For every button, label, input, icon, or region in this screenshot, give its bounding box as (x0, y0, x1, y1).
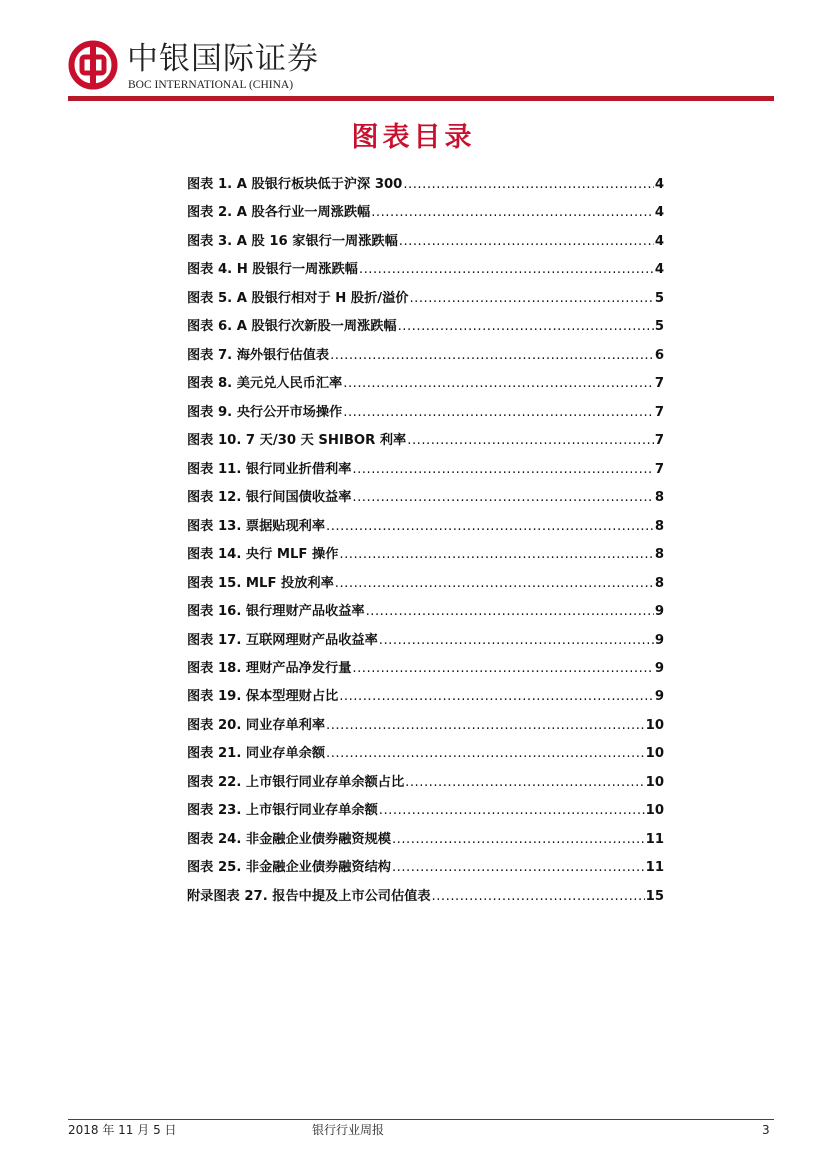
toc-entry[interactable] (187, 883, 664, 911)
toc-entry-page[interactable]: 8 (654, 575, 664, 591)
toc-entry-label[interactable]: 图表 9. 央行公开市场操作 (187, 404, 343, 420)
toc-entry-page[interactable]: 8 (654, 547, 664, 563)
toc-entry-page[interactable]: 4 (654, 233, 664, 249)
toc-dot-leader (326, 740, 645, 768)
toc-entry-label[interactable]: 图表 23. 上市银行同业存单余额 (187, 803, 378, 819)
toc-entry-label[interactable]: 图表 4. H 股银行一周涨跌幅 (187, 262, 358, 278)
footer-divider (68, 1119, 774, 1120)
toc-entry[interactable] (187, 256, 664, 284)
toc-entry-label[interactable]: 图表 14. 央行 MLF 操作 (187, 547, 339, 563)
boc-logo-icon (68, 40, 118, 90)
toc-dot-leader (339, 683, 654, 711)
toc-entry-page[interactable]: 7 (654, 461, 664, 477)
toc-dot-leader (352, 456, 653, 484)
toc-dot-leader (326, 712, 645, 740)
toc-entry[interactable] (187, 826, 664, 854)
toc-entry-page[interactable]: 9 (654, 632, 664, 648)
toc-entry[interactable] (187, 769, 664, 797)
toc-entry-page[interactable]: 4 (654, 262, 664, 278)
toc-dot-leader (392, 854, 645, 882)
toc-entry-label[interactable]: 图表 5. A 股银行相对于 H 股折/溢价 (187, 290, 409, 306)
toc-entry-label[interactable]: 图表 12. 银行间国债收益率 (187, 490, 352, 506)
toc-dot-leader (398, 313, 654, 341)
toc-dot-leader (432, 883, 645, 911)
toc-entry[interactable] (187, 285, 664, 313)
toc-dot-leader (366, 598, 654, 626)
toc-entry[interactable] (187, 513, 664, 541)
header-divider (68, 96, 774, 101)
toc-entry-label[interactable]: 图表 10. 7 天/30 天 SHIBOR 利率 (187, 433, 407, 449)
toc-dot-leader (326, 513, 654, 541)
toc-dot-leader (343, 370, 654, 398)
toc-dot-leader (352, 655, 653, 683)
toc-entry-page[interactable]: 9 (654, 660, 664, 676)
toc-entry[interactable] (187, 370, 664, 398)
toc-entry-page[interactable]: 7 (654, 376, 664, 392)
toc-entry-label[interactable]: 图表 17. 互联网理财产品收益率 (187, 632, 378, 648)
toc-dot-leader (359, 256, 654, 284)
toc-dot-leader (405, 769, 644, 797)
toc-entry-label[interactable]: 图表 24. 非金融企业债券融资规模 (187, 831, 391, 847)
toc-entry-label[interactable]: 图表 2. A 股各行业一周涨跌幅 (187, 205, 371, 221)
toc-entry[interactable] (187, 313, 664, 341)
toc-entry-label[interactable]: 图表 11. 银行同业折借利率 (187, 461, 352, 477)
toc-entry[interactable] (187, 683, 664, 711)
toc-entry-label[interactable]: 图表 19. 保本型理财占比 (187, 689, 339, 705)
toc-entry-page[interactable]: 8 (654, 490, 664, 506)
toc-entry-label[interactable]: 图表 25. 非金融企业债券融资结构 (187, 860, 391, 876)
toc-dot-leader (407, 427, 654, 455)
toc-entry-page[interactable]: 4 (654, 205, 664, 221)
footer-page-number: 3 (762, 1123, 770, 1137)
toc-entry[interactable] (187, 171, 664, 199)
toc-entry-page[interactable]: 15 (645, 888, 664, 904)
toc-entry-page[interactable]: 5 (654, 319, 664, 335)
toc-entry-page[interactable]: 5 (654, 290, 664, 306)
toc-entry-label[interactable]: 图表 13. 票据贴现利率 (187, 518, 326, 534)
toc-entry-page[interactable]: 7 (654, 404, 664, 420)
toc-entry-page[interactable]: 4 (654, 177, 664, 192)
toc-entry[interactable] (187, 541, 664, 569)
toc-entry[interactable] (187, 627, 664, 655)
toc-entry[interactable] (187, 854, 664, 882)
toc-entry[interactable] (187, 712, 664, 740)
toc-entry-label[interactable]: 图表 16. 银行理财产品收益率 (187, 604, 365, 620)
toc-entry-page[interactable]: 9 (654, 689, 664, 705)
brand-name-english: BOC INTERNATIONAL (CHINA) (128, 79, 294, 91)
toc-entry-page[interactable]: 10 (645, 803, 664, 819)
toc-dot-leader (403, 171, 653, 199)
toc-dot-leader (379, 797, 645, 825)
toc-entry-page[interactable]: 10 (645, 717, 664, 733)
toc-entry[interactable] (187, 399, 664, 427)
toc-entry-page[interactable]: 8 (654, 518, 664, 534)
toc-dot-leader (339, 541, 653, 569)
toc-entry[interactable] (187, 342, 664, 370)
toc-dot-leader (343, 399, 654, 427)
toc-entry-page[interactable]: 11 (645, 831, 664, 847)
toc-entry-label[interactable]: 附录图表 27. 报告中提及上市公司估值表 (187, 888, 431, 904)
toc-dot-leader (379, 627, 654, 655)
toc-entry-label[interactable]: 图表 20. 同业存单利率 (187, 717, 326, 733)
toc-dot-leader (330, 342, 654, 370)
toc-entry-page[interactable]: 6 (654, 347, 664, 363)
toc-entry[interactable] (187, 655, 664, 683)
toc-entry-label[interactable]: 图表 22. 上市银行同业存单余额占比 (187, 774, 405, 790)
toc-dot-leader (399, 228, 654, 256)
toc-dot-leader (352, 484, 653, 512)
brand-name-chinese: 中银国际证券 (127, 41, 319, 77)
toc-entry-label[interactable]: 图表 8. 美元兑人民币汇率 (187, 376, 343, 392)
toc-entry-label[interactable]: 图表 18. 理财产品净发行量 (187, 660, 352, 676)
toc-title: 图表目录 (351, 122, 476, 153)
toc-entry-label[interactable]: 图表 3. A 股 16 家银行一周涨跌幅 (187, 233, 398, 249)
toc-entry-label[interactable]: 图表 21. 同业存单余额 (187, 746, 326, 762)
toc-entry-page[interactable]: 11 (645, 860, 664, 876)
toc-entry[interactable] (187, 740, 664, 768)
toc-entry[interactable] (187, 228, 664, 256)
toc-entry-label[interactable]: 图表 1. A 股银行板块低于沪深 300 (187, 177, 403, 192)
footer-report-name: 银行行业周报 (312, 1123, 385, 1137)
toc-dot-leader (371, 199, 654, 227)
toc-entry[interactable] (187, 199, 664, 227)
toc-entry[interactable] (187, 484, 664, 512)
toc-entry-page[interactable]: 10 (645, 774, 664, 790)
toc-entry[interactable] (187, 427, 664, 455)
toc-entry-page[interactable]: 7 (654, 433, 664, 449)
toc-entry[interactable] (187, 598, 664, 626)
footer-date: 2018 年 11 月 5 日 (68, 1123, 177, 1137)
toc-dot-leader (409, 285, 653, 313)
table-of-figures (187, 171, 664, 911)
toc-entry-label[interactable]: 图表 6. A 股银行次新股一周涨跌幅 (187, 319, 397, 335)
toc-entry[interactable] (187, 456, 664, 484)
toc-entry[interactable] (187, 570, 664, 598)
toc-entry-label[interactable]: 图表 7. 海外银行估值表 (187, 347, 330, 363)
toc-entry-page[interactable]: 9 (654, 604, 664, 620)
page-header (68, 38, 774, 102)
toc-entry-label[interactable]: 图表 15. MLF 投放利率 (187, 575, 334, 591)
toc-dot-leader (392, 826, 645, 854)
toc-dot-leader (335, 570, 654, 598)
toc-entry-page[interactable]: 10 (645, 746, 664, 762)
toc-entry[interactable] (187, 797, 664, 825)
